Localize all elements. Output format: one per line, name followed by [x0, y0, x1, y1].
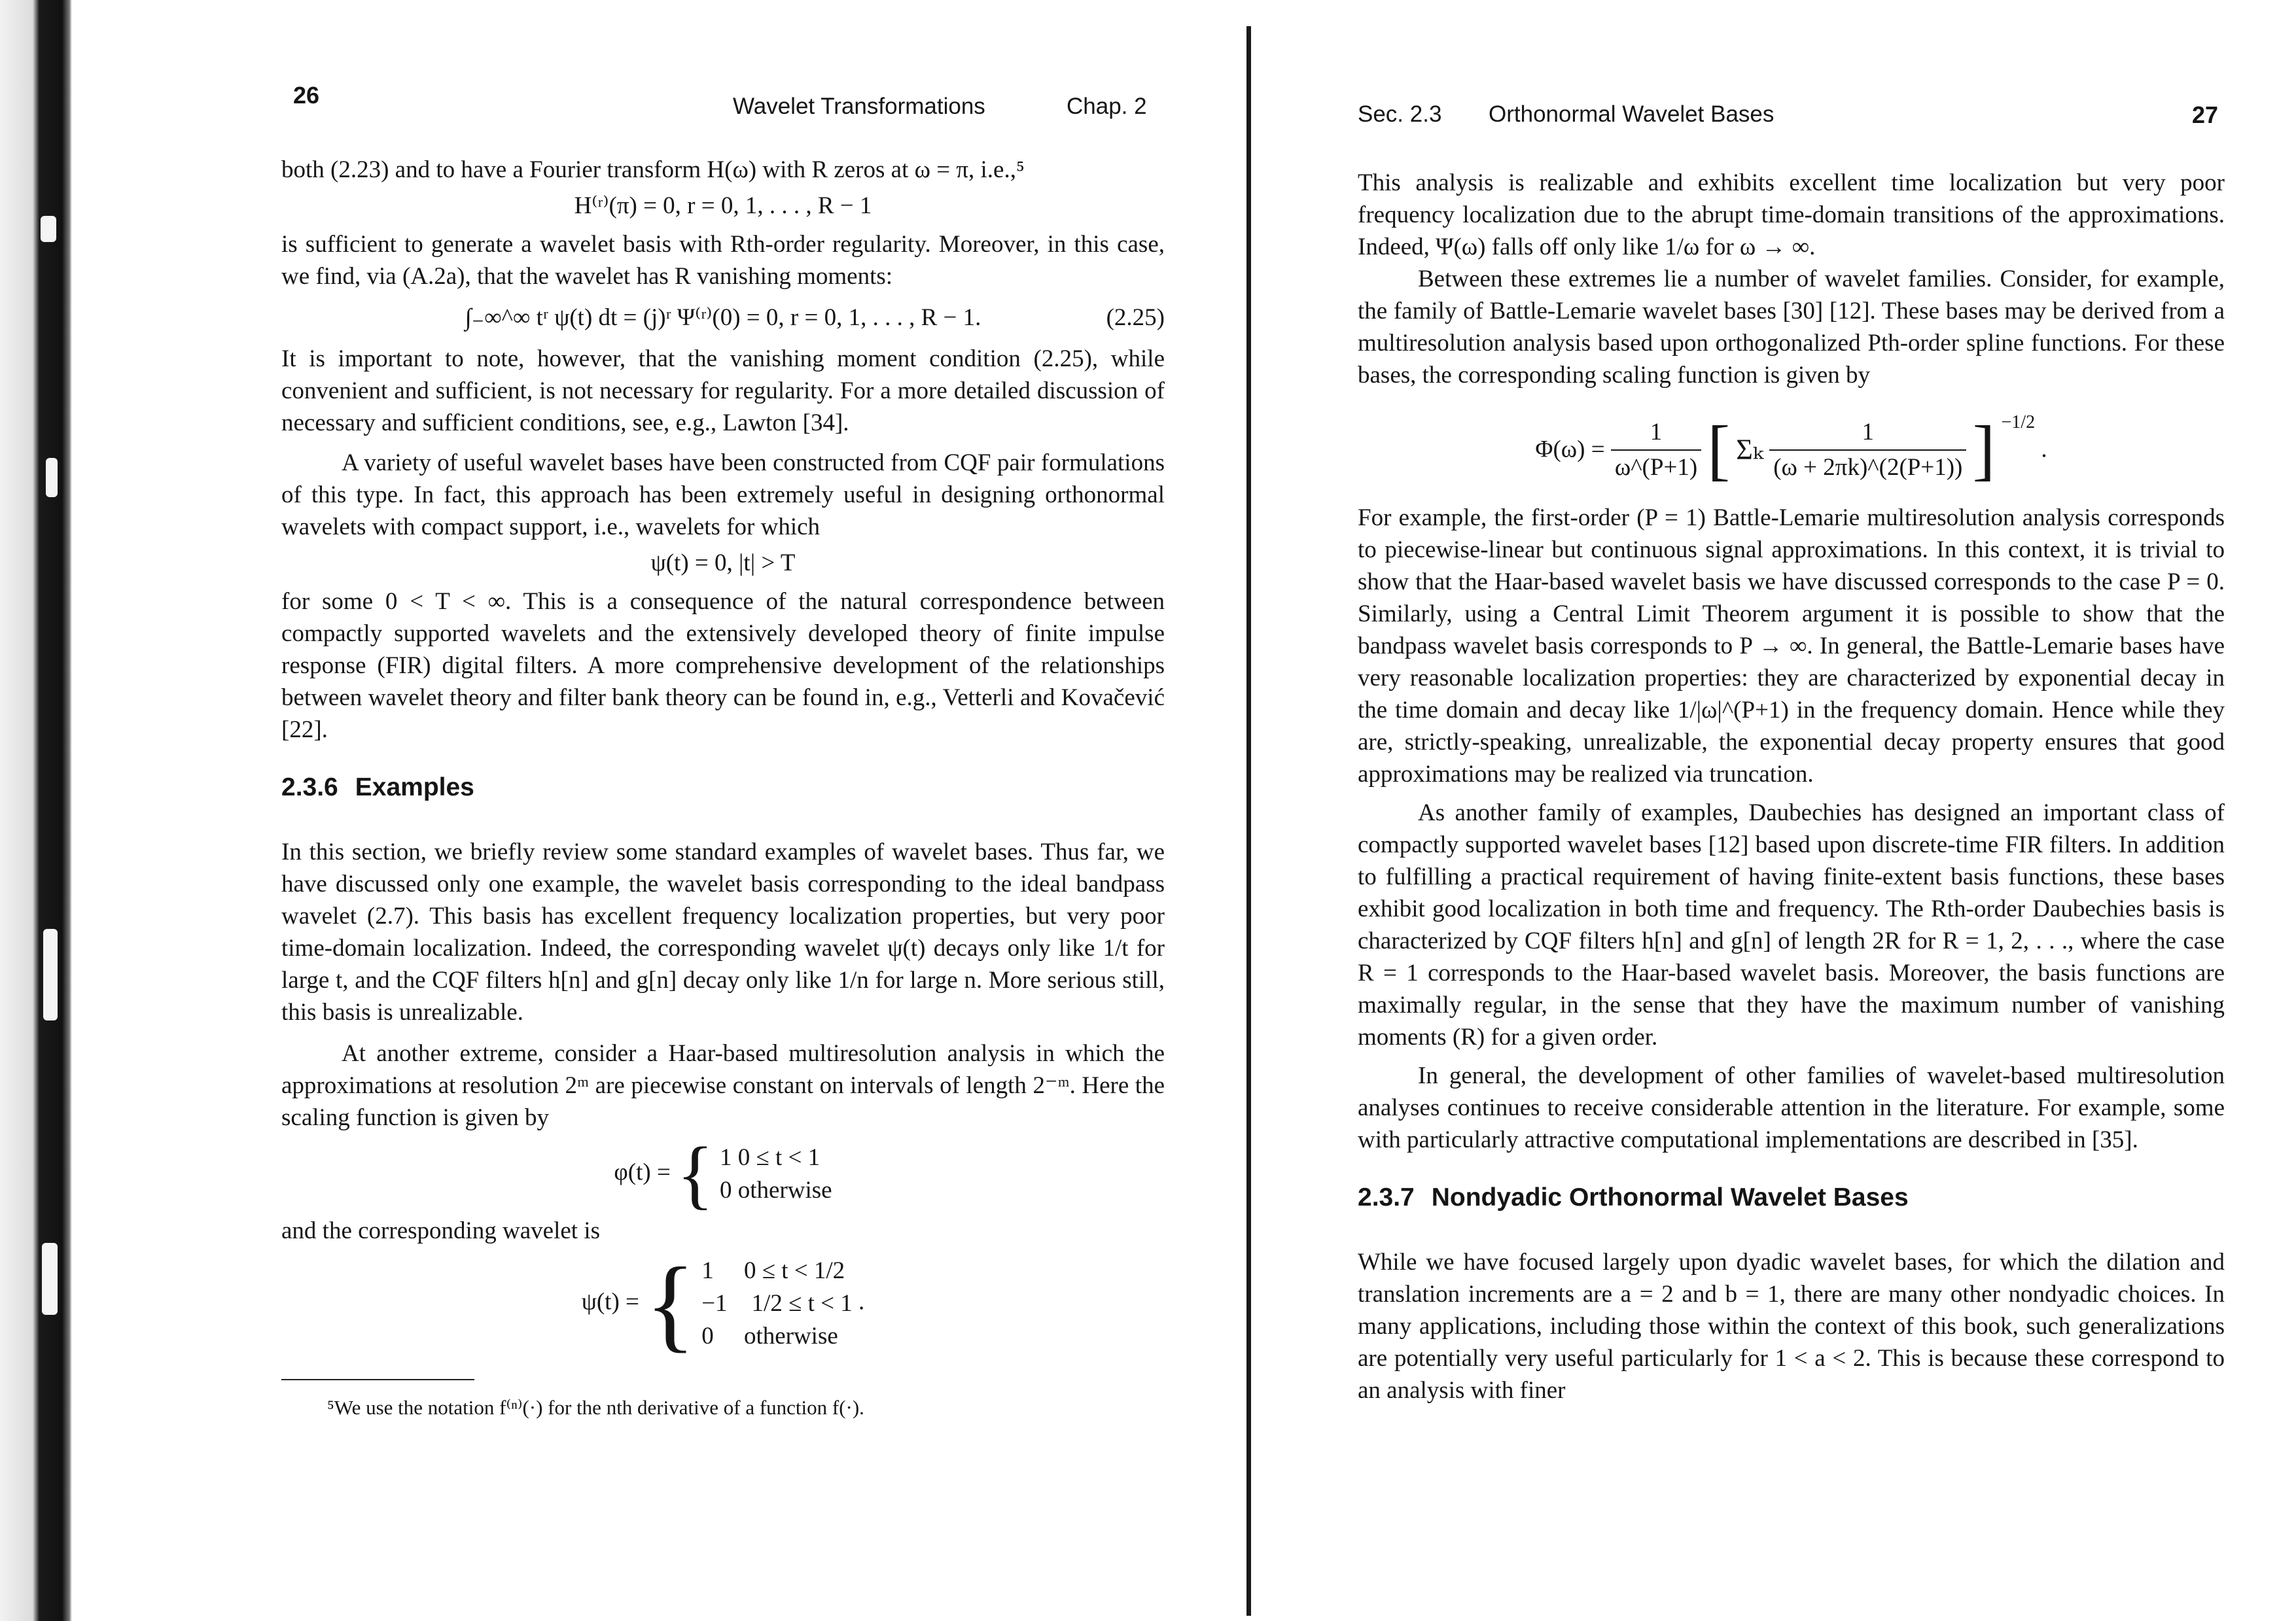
equation-battle-lemarie	[1358, 406, 2225, 485]
left-page-number: 26	[293, 82, 320, 109]
equation-cases: 1 0 ≤ t < 1/2 −1 1/2 ≤ t < 1 0 otherwise	[701, 1257, 853, 1350]
paragraph: It is important to note, however, that the vanishing moment condition (2.25), while convenient and sufficient, is not necessary for regularity. For a more detailed discussion of necessary and sufficient conditions, see, e.g., Lawton [34].	[281, 345, 1165, 436]
footnote-rule	[281, 1379, 474, 1380]
equation-haar-wavelet	[281, 1246, 1165, 1362]
paragraph: Between these extremes lie a number of wavelet families. Consider, for example, the family of Battle-Lemarie wavelet bases [30] [12]. These bases may be derived from a multiresolution analysis based upon orthogonalized Pth-order spline functions. For these bases, the corresponding scaling function is given by	[1358, 266, 2225, 389]
paragraph: A variety of useful wavelet bases have been constructed from CQF pair formulations of this type. In fact, this approach has been extremely useful in designing orthonormal wavelets with compact support, i.e., wavelets for which	[281, 449, 1165, 540]
paragraph: For example, the first-order (P = 1) Battle-Lemarie multiresolution analysis corresponds to piecewise-linear but continuous signal approximations. In this context, it is trivial to show that the Haar-based wavelet basis we have discussed corresponds to the case P = 0. Similarly, using a Central Limit Theorem argument it is possible to show that the bandpass wavelet basis corresponds to P → ∞. In general, the Battle-Lemarie bases have very reasonable localization properties: they are characterized by exponential decay in the time domain and decay like 1/|ω|^(P+1) in the frequency domain. Hence while they are, strictly-speaking, unrealizable, the exponential decay property ensures that good approximations may be realized via truncation.	[1358, 504, 2225, 788]
paragraph: both (2.23) and to have a Fourier transform H(ω) with R zeros at ω = π, i.e.,⁵	[281, 156, 1025, 183]
binding-speck	[41, 216, 56, 242]
fraction: $\frac{1}{\omega\^{}(P+1)}$	[1611, 415, 1701, 485]
section-title: Nondyadic Orthonormal Wavelet Bases	[1431, 1183, 1909, 1211]
binding-speck	[43, 929, 58, 1020]
paragraph: In general, the development of other families of wavelet-based multiresolution analyses continues to receive considerable attention in the literature. For example, some with particularly attractive computational implementations are described in [35].	[1358, 1062, 2225, 1153]
paragraph: for some 0 < T < ∞. This is a consequence of the natural correspondence between compactly supported wavelets and the extensively developed theory of finite impulse response (FIR) digital filters. A more comprehensive development of the relationships between wavelet theory and filter bank theory can be found in, e.g., Vetterli and Kovačević [22].	[281, 588, 1165, 743]
left-bracket: [	[1707, 411, 1731, 487]
equation-regularity: H⁽ʳ⁾(π) = 0, r = 0, 1, . . . , R − 1	[574, 192, 872, 219]
equation-trail: .	[858, 1288, 865, 1316]
right-section-label: Sec. 2.3	[1358, 101, 1442, 127]
fraction: $\frac{1}{(\omega + 2\pi k)\^{}(2(P+1))}$	[1769, 415, 1966, 485]
equation-trail: .	[2041, 436, 2047, 463]
left-page-body	[281, 154, 1165, 1421]
left-brace: {	[645, 1246, 696, 1362]
right-page-body	[1358, 167, 2225, 1406]
left-chapter-label: Chap. 2	[1067, 94, 1147, 119]
right-page-number: 27	[2191, 101, 2218, 128]
paragraph: At another extreme, consider a Haar-based multiresolution analysis in which the approximations at resolution 2ᵐ are piecewise constant on intervals of length 2⁻ᵐ. Here the scaling function is given by	[281, 1040, 1165, 1131]
binding-speck	[42, 1243, 58, 1315]
paragraph: is sufficient to generate a wavelet basis with Rth-order regularity. Moreover, in this case, we find, via (A.2a), that the wavelet has R vanishing moments:	[281, 231, 1165, 290]
book-binding-edge	[0, 0, 72, 1621]
left-running-title: Wavelet Transformations	[733, 94, 985, 119]
left-page-header	[281, 82, 1165, 121]
center-gutter	[1246, 26, 1251, 1616]
footnote: ⁵We use the notation f⁽ⁿ⁾(·) for the nth derivative of a function f(·).	[327, 1396, 864, 1419]
paragraph: In this section, we briefly review some standard examples of wavelet bases. Thus far, we have discussed only one example, the wavelet basis corresponding to the ideal bandpass wavelet (2.7). This basis has excellent frequency localization properties, but very poor time-domain localization. Indeed, the corresponding wavelet ψ(t) decays only like 1/t for large t, and the CQF filters h[n] and g[n] decay only like 1/n for large n. More serious still, this basis is unrealizable.	[281, 839, 1165, 1026]
paragraph: and the corresponding wavelet is	[281, 1217, 601, 1244]
equation-lhs: ψ(t) =	[581, 1288, 639, 1316]
section-number: 2.3.6	[281, 773, 338, 801]
equation-lhs: Φ(ω) =	[1535, 436, 1605, 463]
paragraph: As another family of examples, Daubechies has designed an important class of compactly supported wavelet bases [12] based upon discrete-time FIR filters. In addition to fulfilling a practical requirement of having finite-extent basis functions, these bases exhibit good localization in both time and frequency. The Rth-order Daubechies basis is characterized by CQF filters h[n] and g[n] of length 2R for R = 1, 2, . . ., where the case R = 1 corresponds to the Haar-based wavelet basis. Moreover, the basis functions are maximally regular, in the sense that they have the maximum number of vanishing moments (R) for a given order.	[1358, 799, 2225, 1051]
equation-body: ∫₋∞^∞ tʳ ψ(t) dt = (j)ʳ Ψ⁽ʳ⁾(0) = 0, r = 0, 1, . . . , R − 1.	[465, 304, 981, 331]
equation-haar-scaling	[281, 1131, 1165, 1217]
left-brace: {	[677, 1131, 714, 1217]
section-title: Examples	[355, 773, 474, 801]
section-heading-2-3-6	[281, 773, 1165, 802]
left-page	[281, 0, 1165, 1621]
exponent: −1/2	[2001, 412, 2036, 432]
equation-number: (2.25)	[1106, 304, 1165, 331]
section-heading-2-3-7	[1358, 1183, 2225, 1212]
summation: Σₖ	[1736, 433, 1763, 466]
binding-speck	[46, 458, 58, 497]
paragraph: This analysis is realizable and exhibits excellent time localization but very poor frequency localization due to the abrupt time-domain transitions of the approximations. Indeed, Ψ(ω) falls off only like 1/ω for ω → ∞.	[1358, 169, 2225, 260]
right-running-title: Orthonormal Wavelet Bases	[1489, 101, 1775, 127]
right-page-header	[1358, 82, 2225, 128]
section-number: 2.3.7	[1358, 1183, 1415, 1211]
equation-2-25	[281, 302, 1165, 334]
right-bracket: ]	[1972, 411, 1996, 487]
right-page	[1358, 0, 2225, 1621]
equation-lhs: φ(t) =	[614, 1159, 671, 1186]
equation-compact-support: ψ(t) = 0, |t| > T	[650, 549, 796, 576]
paragraph: While we have focused largely upon dyadic wavelet bases, for which the dilation and translation increments are a = 2 and b = 1, there are many other nondyadic choices. In many applications, including those within the context of this book, such generalizations are potentially very useful particularly for 1 < a < 2. This is because these correspond to an analysis with finer	[1358, 1248, 2225, 1404]
equation-cases: 1 0 ≤ t < 1 0 otherwise	[719, 1144, 832, 1204]
